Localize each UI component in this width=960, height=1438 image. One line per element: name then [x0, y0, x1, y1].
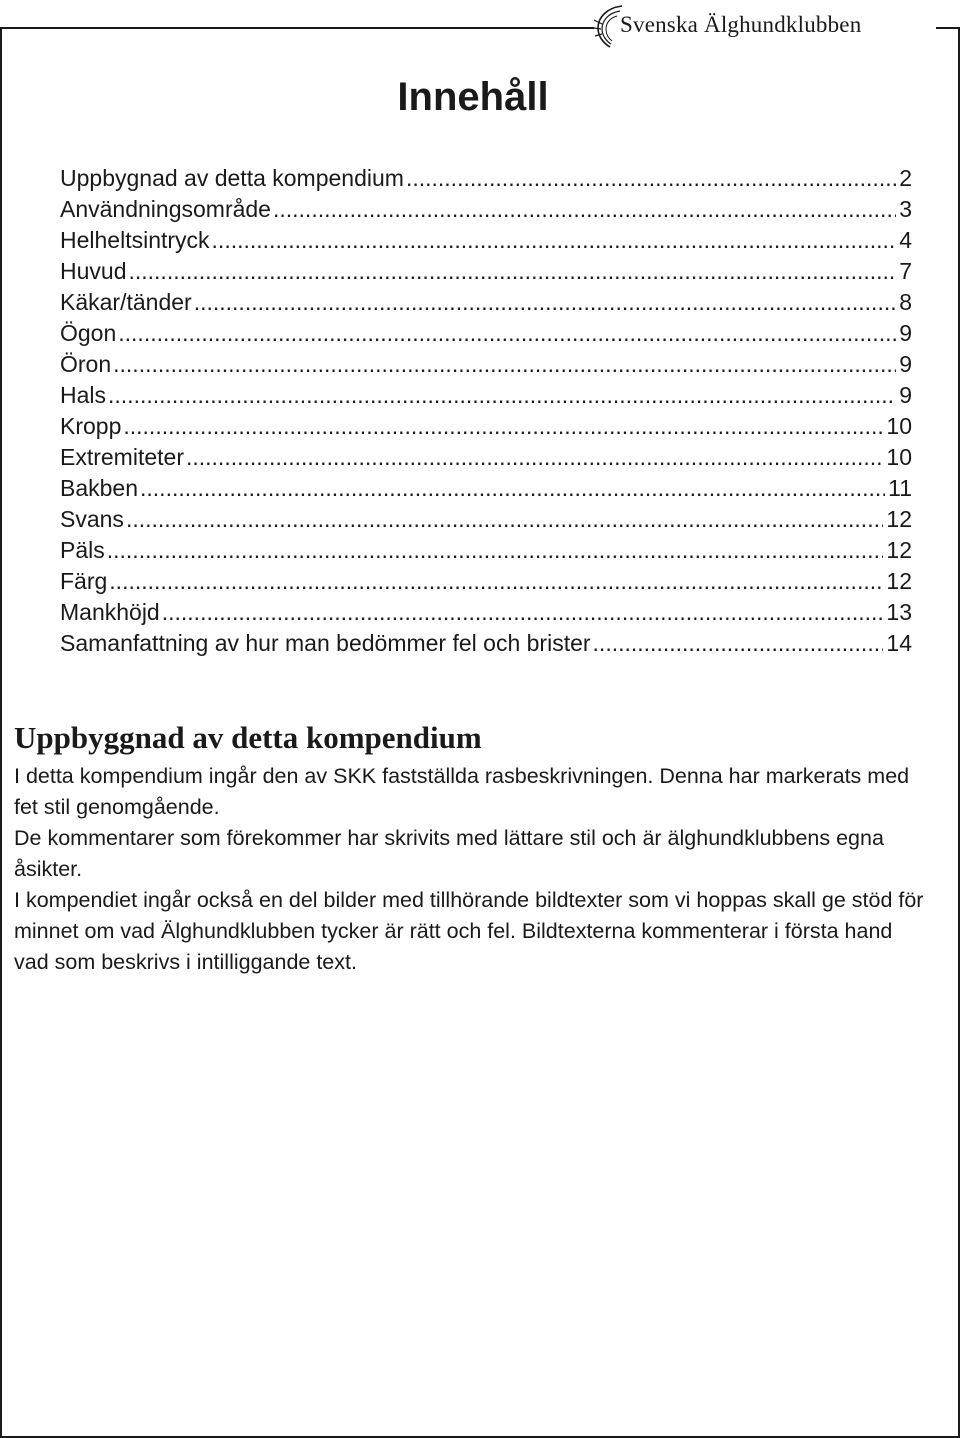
toc-leader-dots: [118, 318, 896, 349]
toc-entry-page: 4: [899, 227, 912, 253]
toc-leader-dots: [186, 442, 883, 473]
toc-entry-page: 9: [899, 382, 912, 408]
toc-entry[interactable]: [60, 411, 912, 442]
toc-entry[interactable]: [60, 287, 912, 318]
toc-entry[interactable]: [60, 256, 912, 287]
toc-entry-page: 10: [886, 413, 912, 439]
toc-entry-page: 9: [899, 320, 912, 346]
page-title: Innehåll: [397, 75, 549, 119]
toc-entry-page: 9: [899, 351, 912, 377]
intro-section: [14, 718, 932, 978]
brand-name: Svenska Älghundklubben: [620, 12, 862, 37]
toc-entry-page: 12: [886, 568, 912, 594]
toc-leader-dots: [406, 163, 896, 194]
toc-leader-dots: [128, 256, 896, 287]
toc-entry-page: 12: [886, 537, 912, 563]
toc-entry-label: Öron: [60, 351, 112, 377]
toc-entry[interactable]: [60, 597, 912, 628]
toc-entry-page: 12: [886, 506, 912, 532]
toc-entry-label: Svans: [60, 506, 124, 532]
section-paragraph: I kompendiet ingår också en del bilder med tillhörande bildtexter som vi hoppas skall ge stöd för minnet om vad Älghundklubben tycker är rätt och fel. Bildtexterna kommenterar i första hand vad som beskrivs i intilliggande text.: [14, 888, 924, 974]
toc-leader-dots: [273, 194, 896, 225]
toc-entry-page: 13: [886, 599, 912, 625]
toc-entry-label: Bakben: [60, 475, 139, 501]
toc-entry[interactable]: [60, 225, 912, 256]
section-paragraph: De kommentarer som förekommer har skrivits med lättare stil och är älghundklubbens egna åsikter.: [14, 826, 884, 881]
toc-entry[interactable]: [60, 194, 912, 225]
toc-entry-label: Kropp: [60, 413, 122, 439]
toc-leader-dots: [123, 411, 883, 442]
toc-entry[interactable]: [60, 163, 912, 194]
toc-entry[interactable]: [60, 380, 912, 411]
page-border-top-right: [936, 27, 960, 29]
section-paragraph: I detta kompendium ingår den av SKK fastställda rasbeskrivningen. Denna har markerats med fet stil genomgående.: [14, 764, 910, 819]
toc-entry[interactable]: [60, 349, 912, 380]
toc-entry-page: 11: [888, 475, 912, 501]
page-border-top-left: [0, 27, 594, 29]
toc-entry-label: Användningsområde: [60, 196, 271, 222]
toc-entry-page: 3: [899, 196, 912, 222]
table-of-contents: [60, 163, 912, 659]
toc-entry-page: 14: [886, 630, 912, 656]
toc-entry-label: Ögon: [60, 320, 117, 346]
toc-leader-dots: [107, 535, 884, 566]
toc-leader-dots: [593, 628, 884, 659]
toc-leader-dots: [194, 287, 897, 318]
toc-entry[interactable]: [60, 318, 912, 349]
toc-entry-label: Mankhöjd: [60, 599, 160, 625]
toc-leader-dots: [113, 349, 896, 380]
toc-leader-dots: [109, 566, 883, 597]
toc-entry-page: 10: [886, 444, 912, 470]
toc-leader-dots: [126, 504, 883, 535]
toc-entry[interactable]: [60, 628, 912, 659]
toc-entry-label: Extremiteter: [60, 444, 184, 470]
toc-entry[interactable]: [60, 473, 912, 504]
toc-entry-page: 7: [899, 258, 912, 284]
toc-entry-label: Uppbygnad av detta kompendium: [60, 165, 404, 191]
toc-entry-label: Samanfattning av hur man bedömmer fel och brister: [60, 630, 591, 656]
toc-entry-label: Hals: [60, 382, 107, 408]
toc-entry-page: 8: [899, 289, 912, 315]
toc-entry-label: Färg: [60, 568, 108, 594]
section-heading: Uppbyggnad av detta kompendium: [14, 720, 482, 755]
toc-entry-label: Helheltsintryck: [60, 227, 210, 253]
toc-entry-label: Huvud: [60, 258, 127, 284]
toc-leader-dots: [212, 225, 897, 256]
toc-entry[interactable]: [60, 535, 912, 566]
toc-entry-label: Käkar/tänder: [60, 289, 192, 315]
toc-entry[interactable]: [60, 504, 912, 535]
toc-leader-dots: [108, 380, 896, 411]
page-border-left: [0, 27, 2, 1438]
toc-entry[interactable]: [60, 442, 912, 473]
toc-leader-dots: [162, 597, 884, 628]
toc-entry[interactable]: [60, 566, 912, 597]
toc-entry-label: Päls: [60, 537, 105, 563]
toc-entry-page: 2: [899, 165, 912, 191]
toc-leader-dots: [140, 473, 885, 504]
